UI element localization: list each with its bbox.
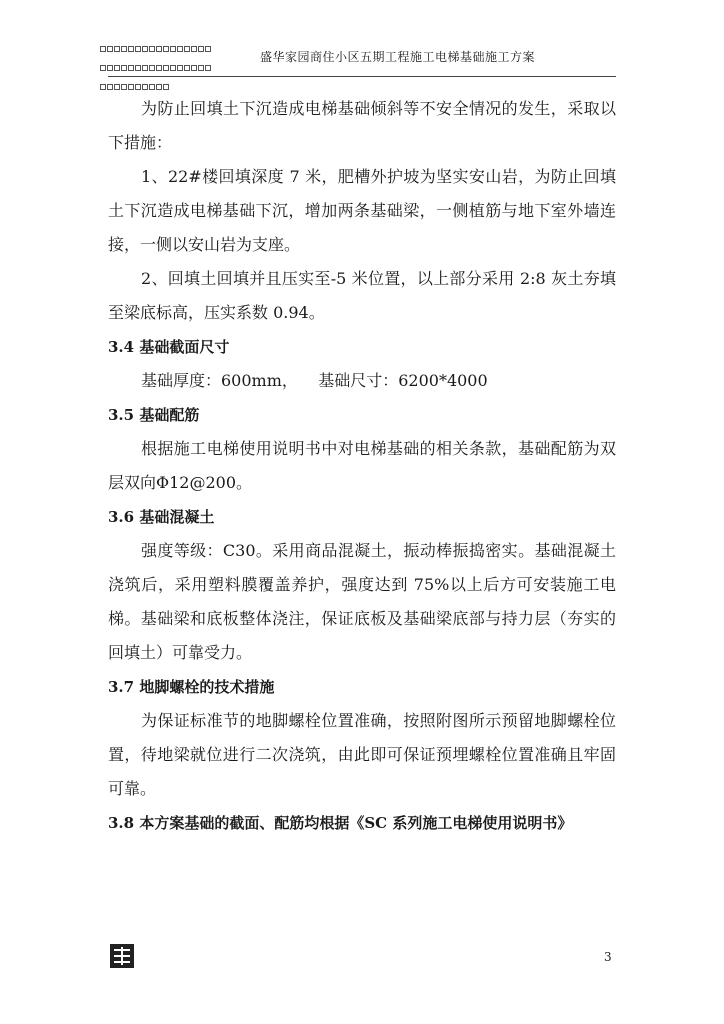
section-3-6-text: 强度等级：C30。采用商品混凝土，振动棒振捣密实。基础混凝土浇筑后，采用塑料膜覆盖养护，强度达到 75%以上后方可安装施工电梯。基础梁和底板整体浇注，保证底板及基础梁底部与持力层（夯实的回填土）可靠受力。 xyxy=(108,541,616,662)
section-3-5-text: 根据施工电梯使用说明书中对电梯基础的相关条款，基础配筋为双层双向Φ12@200。 xyxy=(108,439,616,492)
intro-paragraph: 为防止回填土下沉造成电梯基础倾斜等不安全情况的发生，采取以下措施： xyxy=(108,99,616,152)
page-number: 3 xyxy=(604,950,612,964)
section-3-7-heading: 3.7 地脚螺栓的技术措施 xyxy=(108,678,275,696)
document-body xyxy=(108,92,616,840)
section-3-6-heading: 3.6 基础混凝土 xyxy=(108,508,215,526)
section-3-5-heading: 3.5 基础配筋 xyxy=(108,406,200,424)
section-3-8-heading: 3.8 本方案基础的截面、配筋均根据《SC 系列施工电梯使用说明书》 xyxy=(108,814,573,832)
section-3-7-text: 为保证标准节的地脚螺栓位置准确，按照附图所示预留地脚螺栓位置，待地梁就位进行二次浇筑，由此即可保证预埋螺栓位置准确且牢固可靠。 xyxy=(108,711,616,798)
section-3-4-text: 基础厚度：600mm， 基础尺寸：6200*4000 xyxy=(141,371,488,390)
header-divider xyxy=(108,76,616,77)
footer-logo-icon xyxy=(110,944,134,968)
company-logo xyxy=(100,38,212,60)
section-3-4-heading: 3.4 基础截面尺寸 xyxy=(108,338,230,356)
measure-item-1: 1、22#楼回填深度 7 米，肥槽外护坡为坚实安山岩，为防止回填土下沉造成电梯基础下沉，增加两条基础梁，一侧植筋与地下室外墙连接，一侧以安山岩为支座。 xyxy=(108,167,616,254)
measure-item-2: 2、回填土回填并且压实至-5 米位置，以上部分采用 2:8 灰土夯填至梁底标高，压实系数 0.94。 xyxy=(108,269,616,322)
header-title: 盛华家园商住小区五期工程施工电梯基础施工方案 xyxy=(260,50,536,64)
